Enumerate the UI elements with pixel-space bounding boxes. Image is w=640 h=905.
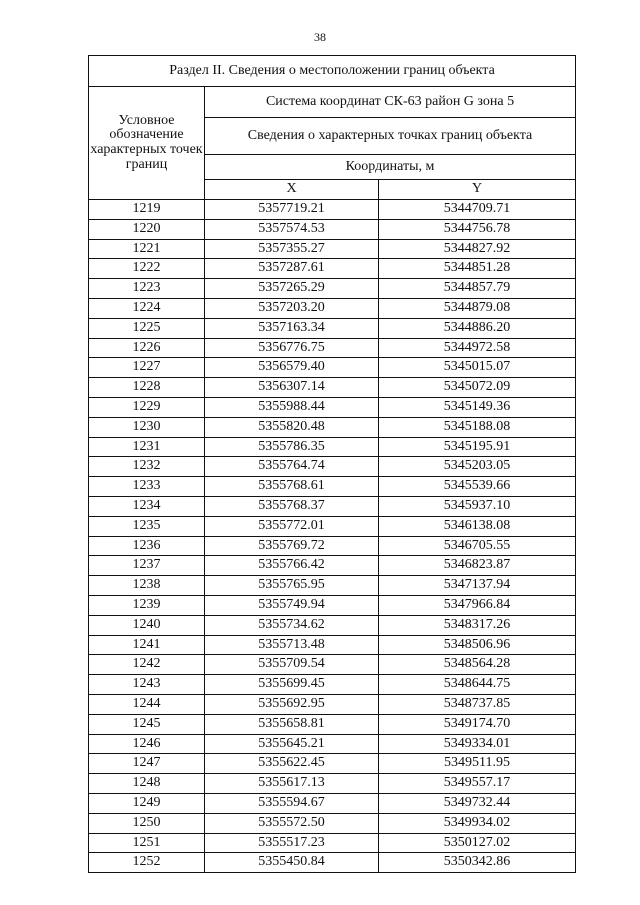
point-id-cell: 1224 bbox=[89, 298, 205, 318]
table-row bbox=[89, 595, 576, 615]
table-row bbox=[89, 516, 576, 536]
x-coordinate-cell: 5357719.21 bbox=[205, 200, 379, 220]
y-coordinate-cell: 5344972.58 bbox=[379, 338, 576, 358]
y-coordinate-cell: 5350127.02 bbox=[379, 833, 576, 853]
table-row bbox=[89, 437, 576, 457]
system-header-row bbox=[89, 87, 576, 118]
table-row bbox=[89, 813, 576, 833]
point-id-cell: 1222 bbox=[89, 259, 205, 279]
y-coordinate-cell: 5345072.09 bbox=[379, 378, 576, 398]
table-row bbox=[89, 358, 576, 378]
point-id-cell: 1249 bbox=[89, 793, 205, 813]
table-row bbox=[89, 675, 576, 695]
table-body bbox=[89, 56, 576, 873]
y-coordinate-cell: 5346823.87 bbox=[379, 556, 576, 576]
y-coordinate-cell: 5345195.91 bbox=[379, 437, 576, 457]
point-designation-header: Условное обозначение характерных точек границ bbox=[89, 87, 205, 200]
x-coordinate-cell: 5357203.20 bbox=[205, 298, 379, 318]
y-coordinate-cell: 5349511.95 bbox=[379, 754, 576, 774]
point-id-cell: 1239 bbox=[89, 595, 205, 615]
y-coordinate-cell: 5348644.75 bbox=[379, 675, 576, 695]
point-id-cell: 1242 bbox=[89, 655, 205, 675]
y-coordinate-cell: 5344879.08 bbox=[379, 298, 576, 318]
x-coordinate-cell: 5357265.29 bbox=[205, 279, 379, 299]
point-id-cell: 1235 bbox=[89, 516, 205, 536]
x-coordinate-cell: 5355699.45 bbox=[205, 675, 379, 695]
point-id-cell: 1250 bbox=[89, 813, 205, 833]
point-id-cell: 1230 bbox=[89, 417, 205, 437]
table-row bbox=[89, 200, 576, 220]
x-coordinate-cell: 5355749.94 bbox=[205, 595, 379, 615]
table-row bbox=[89, 774, 576, 794]
x-coordinate-cell: 5355572.50 bbox=[205, 813, 379, 833]
y-coordinate-cell: 5345203.05 bbox=[379, 457, 576, 477]
table-row bbox=[89, 378, 576, 398]
y-coordinate-cell: 5348737.85 bbox=[379, 694, 576, 714]
y-coordinate-cell: 5349174.70 bbox=[379, 714, 576, 734]
y-coordinate-cell: 5347137.94 bbox=[379, 576, 576, 596]
table-row bbox=[89, 536, 576, 556]
table-row bbox=[89, 615, 576, 635]
x-coordinate-cell: 5355517.23 bbox=[205, 833, 379, 853]
y-column-header: Y bbox=[379, 180, 576, 200]
point-id-cell: 1243 bbox=[89, 675, 205, 695]
point-id-cell: 1229 bbox=[89, 397, 205, 417]
point-id-cell: 1225 bbox=[89, 318, 205, 338]
coordinate-system-title: Система координат СК-63 район G зона 5 bbox=[205, 87, 576, 118]
y-coordinate-cell: 5346705.55 bbox=[379, 536, 576, 556]
x-coordinate-cell: 5355768.37 bbox=[205, 496, 379, 516]
y-coordinate-cell: 5348564.28 bbox=[379, 655, 576, 675]
x-coordinate-cell: 5356307.14 bbox=[205, 378, 379, 398]
point-id-cell: 1232 bbox=[89, 457, 205, 477]
point-id-cell: 1247 bbox=[89, 754, 205, 774]
x-column-header: X bbox=[205, 180, 379, 200]
x-coordinate-cell: 5355764.74 bbox=[205, 457, 379, 477]
point-id-cell: 1234 bbox=[89, 496, 205, 516]
table-row bbox=[89, 279, 576, 299]
table-row bbox=[89, 556, 576, 576]
x-coordinate-cell: 5357574.53 bbox=[205, 219, 379, 239]
point-id-cell: 1223 bbox=[89, 279, 205, 299]
table-row bbox=[89, 793, 576, 813]
x-coordinate-cell: 5355709.54 bbox=[205, 655, 379, 675]
coordinates-table bbox=[88, 55, 576, 873]
table-row bbox=[89, 338, 576, 358]
y-coordinate-cell: 5349732.44 bbox=[379, 793, 576, 813]
x-coordinate-cell: 5355450.84 bbox=[205, 853, 379, 873]
x-coordinate-cell: 5357355.27 bbox=[205, 239, 379, 259]
y-coordinate-cell: 5345937.10 bbox=[379, 496, 576, 516]
x-coordinate-cell: 5355692.95 bbox=[205, 694, 379, 714]
x-coordinate-cell: 5357287.61 bbox=[205, 259, 379, 279]
y-coordinate-cell: 5344827.92 bbox=[379, 239, 576, 259]
point-id-cell: 1244 bbox=[89, 694, 205, 714]
x-coordinate-cell: 5357163.34 bbox=[205, 318, 379, 338]
y-coordinate-cell: 5349557.17 bbox=[379, 774, 576, 794]
y-coordinate-cell: 5344886.20 bbox=[379, 318, 576, 338]
point-id-cell: 1233 bbox=[89, 477, 205, 497]
y-coordinate-cell: 5349934.02 bbox=[379, 813, 576, 833]
point-id-cell: 1231 bbox=[89, 437, 205, 457]
coordinates-title: Координаты, м bbox=[205, 155, 576, 180]
table-row bbox=[89, 694, 576, 714]
x-coordinate-cell: 5355622.45 bbox=[205, 754, 379, 774]
table-row bbox=[89, 635, 576, 655]
table-row bbox=[89, 833, 576, 853]
table-row bbox=[89, 259, 576, 279]
table-row bbox=[89, 496, 576, 516]
y-coordinate-cell: 5348317.26 bbox=[379, 615, 576, 635]
x-coordinate-cell: 5355713.48 bbox=[205, 635, 379, 655]
y-coordinate-cell: 5345188.08 bbox=[379, 417, 576, 437]
x-coordinate-cell: 5355734.62 bbox=[205, 615, 379, 635]
y-coordinate-cell: 5344851.28 bbox=[379, 259, 576, 279]
table-row bbox=[89, 397, 576, 417]
y-coordinate-cell: 5350342.86 bbox=[379, 853, 576, 873]
x-coordinate-cell: 5355772.01 bbox=[205, 516, 379, 536]
table-row bbox=[89, 734, 576, 754]
x-coordinate-cell: 5355594.67 bbox=[205, 793, 379, 813]
point-id-cell: 1251 bbox=[89, 833, 205, 853]
section-header-row bbox=[89, 56, 576, 87]
table-row bbox=[89, 417, 576, 437]
point-id-cell: 1252 bbox=[89, 853, 205, 873]
point-id-cell: 1245 bbox=[89, 714, 205, 734]
table-row bbox=[89, 477, 576, 497]
x-coordinate-cell: 5356579.40 bbox=[205, 358, 379, 378]
table-row bbox=[89, 239, 576, 259]
y-coordinate-cell: 5344857.79 bbox=[379, 279, 576, 299]
x-coordinate-cell: 5355988.44 bbox=[205, 397, 379, 417]
point-id-cell: 1219 bbox=[89, 200, 205, 220]
table-row bbox=[89, 298, 576, 318]
point-id-cell: 1227 bbox=[89, 358, 205, 378]
x-coordinate-cell: 5355658.81 bbox=[205, 714, 379, 734]
point-id-cell: 1220 bbox=[89, 219, 205, 239]
x-coordinate-cell: 5355769.72 bbox=[205, 536, 379, 556]
y-coordinate-cell: 5344756.78 bbox=[379, 219, 576, 239]
table-row bbox=[89, 576, 576, 596]
point-id-cell: 1237 bbox=[89, 556, 205, 576]
y-coordinate-cell: 5344709.71 bbox=[379, 200, 576, 220]
y-coordinate-cell: 5345149.36 bbox=[379, 397, 576, 417]
table-row bbox=[89, 655, 576, 675]
x-coordinate-cell: 5355617.13 bbox=[205, 774, 379, 794]
x-coordinate-cell: 5355786.35 bbox=[205, 437, 379, 457]
page-number: 38 bbox=[314, 30, 326, 44]
point-id-cell: 1221 bbox=[89, 239, 205, 259]
y-coordinate-cell: 5347966.84 bbox=[379, 595, 576, 615]
y-coordinate-cell: 5349334.01 bbox=[379, 734, 576, 754]
table-row bbox=[89, 457, 576, 477]
y-coordinate-cell: 5348506.96 bbox=[379, 635, 576, 655]
table-row bbox=[89, 754, 576, 774]
point-id-cell: 1240 bbox=[89, 615, 205, 635]
point-id-cell: 1238 bbox=[89, 576, 205, 596]
x-coordinate-cell: 5355645.21 bbox=[205, 734, 379, 754]
points-info-title: Сведения о характерных точках границ объекта bbox=[205, 118, 576, 155]
point-id-cell: 1226 bbox=[89, 338, 205, 358]
x-coordinate-cell: 5356776.75 bbox=[205, 338, 379, 358]
table-row bbox=[89, 714, 576, 734]
table-row bbox=[89, 318, 576, 338]
point-id-cell: 1241 bbox=[89, 635, 205, 655]
y-coordinate-cell: 5345539.66 bbox=[379, 477, 576, 497]
table-row bbox=[89, 219, 576, 239]
x-coordinate-cell: 5355765.95 bbox=[205, 576, 379, 596]
x-coordinate-cell: 5355766.42 bbox=[205, 556, 379, 576]
point-id-cell: 1236 bbox=[89, 536, 205, 556]
point-id-cell: 1246 bbox=[89, 734, 205, 754]
table-row bbox=[89, 853, 576, 873]
point-id-cell: 1228 bbox=[89, 378, 205, 398]
point-id-cell: 1248 bbox=[89, 774, 205, 794]
y-coordinate-cell: 5346138.08 bbox=[379, 516, 576, 536]
section-title: Раздел II. Сведения о местоположении границ объекта bbox=[89, 56, 576, 87]
x-coordinate-cell: 5355768.61 bbox=[205, 477, 379, 497]
y-coordinate-cell: 5345015.07 bbox=[379, 358, 576, 378]
x-coordinate-cell: 5355820.48 bbox=[205, 417, 379, 437]
